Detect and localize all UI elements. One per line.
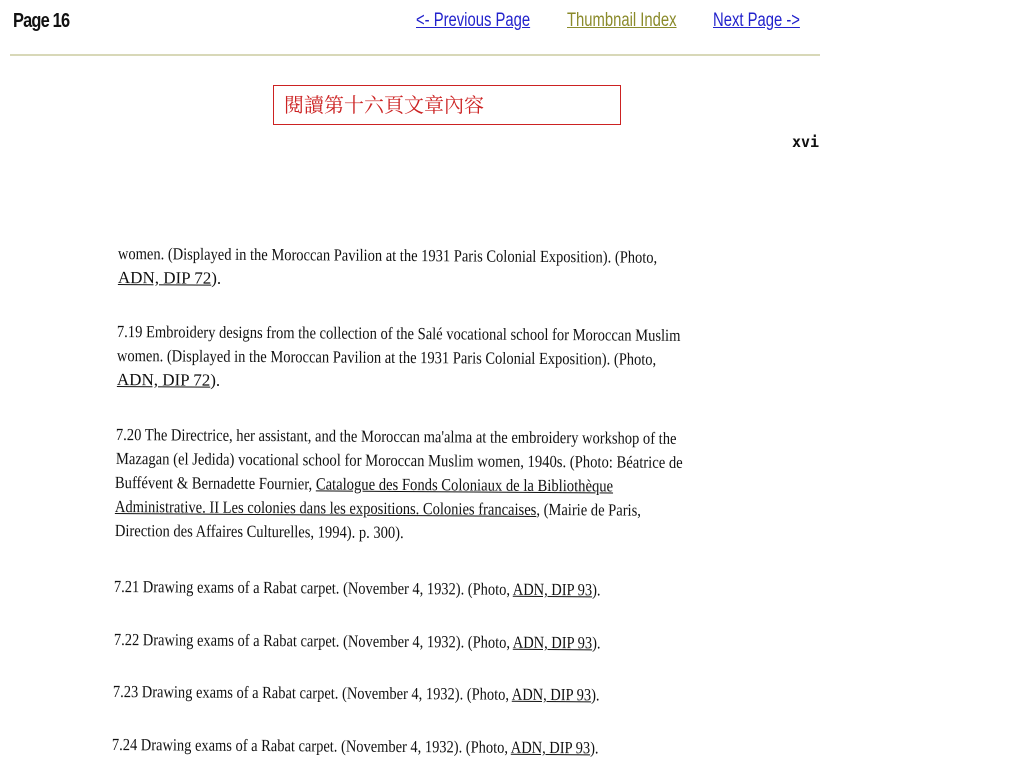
caption-line: [117, 346, 656, 370]
page-label: Page 16: [13, 10, 70, 32]
caption-reference: ADN, DIP 93: [511, 684, 592, 705]
caption-line: [118, 268, 221, 289]
caption-text: 7.24 Drawing exams of a Rabat carpet. (November 4, 1932). (Photo,: [111, 735, 511, 757]
caption-line: [116, 449, 683, 473]
caption-text: , (Mairie de Paris,: [536, 499, 641, 520]
caption-line: [116, 425, 677, 449]
caption-text: 7.22 Drawing exams of a Rabat carpet. (November 4, 1932). (Photo,: [113, 630, 513, 652]
caption-line: [112, 735, 599, 758]
caption-reference: Administrative. II Les colonies dans les expositions. Colonies francaises: [114, 497, 537, 519]
caption-line: [115, 497, 641, 521]
caption-text: ).: [592, 580, 601, 600]
caption-text: 7.19 Embroidery designs from the collection of the Salé vocational school for Moroccan Muslim: [116, 322, 681, 345]
caption-line: [118, 244, 657, 268]
header-divider: [10, 54, 820, 56]
caption-text: 7.21 Drawing exams of a Rabat carpet. (November 4, 1932). (Photo,: [113, 577, 513, 599]
caption-text: 7.23 Drawing exams of a Rabat carpet. (November 4, 1932). (Photo,: [112, 682, 512, 704]
caption-reference: Catalogue des Fonds Coloniaux de la Bibliothèque: [315, 474, 614, 496]
caption-text: 7.20 The Directrice, her assistant, and the Moroccan ma'alma at the embroidery workshop of the: [115, 425, 677, 448]
caption-line: [114, 577, 601, 600]
caption-line: [117, 322, 681, 346]
caption-line: [113, 682, 600, 705]
caption-text: women. (Displayed in the Moroccan Pavilion at the 1931 Paris Colonial Exposition). (Photo,: [116, 346, 657, 369]
next-page-link[interactable]: Next Page ->: [713, 10, 800, 31]
previous-page-link[interactable]: <- Previous Page: [416, 10, 531, 31]
caption-text: ).: [211, 268, 222, 288]
read-article-link-box[interactable]: 閱讀第十六頁文章內容: [273, 85, 621, 125]
caption-text: Direction des Affaires Culturelles, 1994). p. 300).: [114, 521, 404, 543]
caption-line: [114, 630, 601, 653]
caption-text: ).: [591, 685, 600, 705]
caption-text: Buffévent & Bernadette Fournier,: [114, 473, 316, 494]
caption-reference: ADN, DIP 72: [117, 268, 212, 288]
caption-text: Mazagan (el Jedida) vocational school for Moroccan Muslim women, 1940s. (Photo: Béatrice de: [115, 449, 683, 472]
caption-reference: ADN, DIP 72: [116, 370, 211, 390]
caption-line: [117, 370, 220, 391]
page-number-roman: xvi: [792, 133, 820, 151]
caption-text: women. (Displayed in the Moroccan Pavilion at the 1931 Paris Colonial Exposition). (Photo,: [117, 244, 658, 267]
caption-line: [115, 521, 404, 543]
thumbnail-index-link[interactable]: Thumbnail Index: [567, 10, 677, 31]
caption-text: ).: [592, 633, 601, 653]
caption-reference: ADN, DIP 93: [512, 632, 593, 653]
caption-line: [115, 473, 613, 496]
caption-reference: ADN, DIP 93: [512, 579, 593, 600]
caption-reference: ADN, DIP 93: [510, 737, 591, 758]
caption-text: ).: [210, 370, 221, 390]
caption-text: ).: [590, 738, 599, 758]
